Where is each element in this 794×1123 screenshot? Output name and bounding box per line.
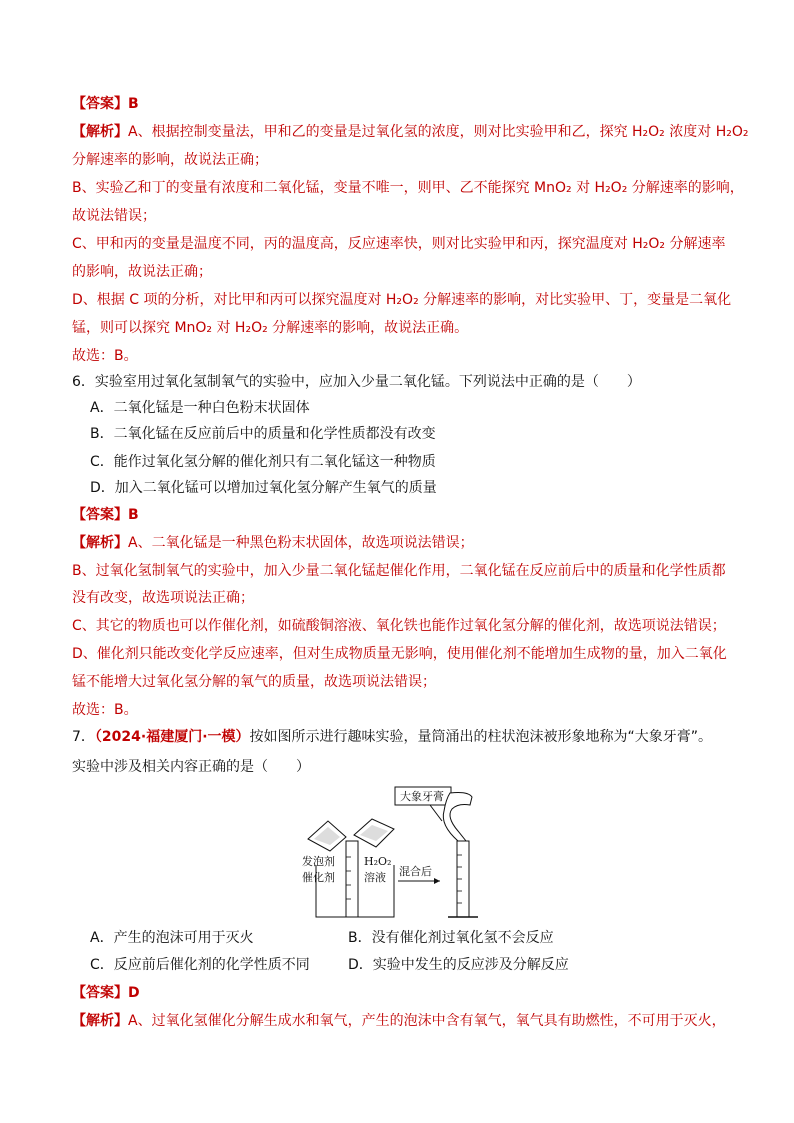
q6-option-c: C．能作过氧化氢分解的催化剂只有二氧化锰这一种物质 xyxy=(90,454,436,470)
q5-analysis-c: C、甲和丙的变量是温度不同，丙的温度高，反应速率快，则对比实验甲和丙，探究温度对 H₂O₂ 分解速率 xyxy=(72,236,726,252)
right-label-2: 溶液 xyxy=(364,871,386,884)
q5-analysis-d: D、根据 C 项的分析，对比甲和丙可以探究温度对 H₂O₂ 分解速率的影响，对比实验甲、丁，变量是二氧化 xyxy=(72,292,732,308)
q6-analysis-b-cont: 没有改变，故选项说法正确； xyxy=(72,590,254,606)
q6-analysis-a xyxy=(72,533,474,553)
left-label-2: 催化剂 xyxy=(302,871,335,884)
q6-analysis-b: B、过氧化氢制氧气的实验中，加入少量二氧化锰起催化作用，二氧化锰在反应前后中的质量和化学性质都 xyxy=(72,563,726,579)
q6-stem: 6．实验室用过氧化氢制氧气的实验中，应加入少量二氧化锰。下列说法中正确的是（ ） xyxy=(72,374,641,390)
q7-option-b: B．没有催化剂过氧化氢不会反应 xyxy=(348,930,554,946)
elephant-toothpaste-figure xyxy=(290,785,490,920)
analysis-text: A、二氧化锰是一种黑色粉末状固体，故选项说法错误； xyxy=(128,535,474,551)
q6-analysis-d-cont: 锰不能增大过氧化氢分解的氧气的质量，故选项说法错误； xyxy=(72,674,436,690)
q6-option-a: A．二氧化锰是一种白色粉末状固体 xyxy=(90,400,310,416)
q7-analysis-a xyxy=(72,1011,726,1031)
analysis-label: 【解析】 xyxy=(72,1013,128,1029)
q7-option-a: A．产生的泡沫可用于灭火 xyxy=(90,930,254,946)
q5-analysis-a-cont: 分解速率的影响，故说法正确； xyxy=(72,152,268,168)
left-label-1: 发泡剂 xyxy=(302,855,335,868)
q6-analysis-d: D、催化剂只能改变化学反应速率，但对生成物质量无影响，使用催化剂不能增加生成物的量，加入二氧化 xyxy=(72,646,727,662)
q5-answer: 【答案】B xyxy=(72,96,139,112)
right-cup-icon xyxy=(354,819,394,847)
q6-option-b: B．二氧化锰在反应前后中的质量和化学性质都没有改变 xyxy=(90,426,436,442)
q7-answer: 【答案】D xyxy=(72,985,140,1001)
right-label-1: H₂O₂ xyxy=(364,855,392,868)
label-pointer xyxy=(430,805,442,821)
left-cylinder-icon xyxy=(346,841,358,917)
q6-analysis-c: C、其它的物质也可以作催化剂，如硫酸铜溶液、氧化铁也能作过氧化氢分解的催化剂，故选项说法错误； xyxy=(72,618,726,634)
q5-analysis-d-cont: 锰，则可以探究 MnO₂ 对 H₂O₂ 分解速率的影响，故说法正确。 xyxy=(72,320,469,336)
q7-source: （2024·福建厦门·一模） xyxy=(94,729,250,745)
left-cup-icon xyxy=(308,821,346,851)
q7-option-d: D．实验中发生的反应涉及分解反应 xyxy=(348,957,569,973)
analysis-label: 【解析】 xyxy=(72,124,128,140)
analysis-label: 【解析】 xyxy=(72,535,128,551)
arrow-label: 混合后 xyxy=(399,865,432,878)
q6-choice: 故选：B。 xyxy=(72,702,138,718)
q7-stem xyxy=(72,727,712,747)
analysis-text: A、过氧化氢催化分解生成水和氧气，产生的泡沫中含有氧气，氧气具有助燃性，不可用于灭火， xyxy=(128,1013,726,1029)
q5-choice: 故选：B。 xyxy=(72,348,138,364)
q5-analysis-c-cont: 的影响，故说法正确； xyxy=(72,264,212,280)
analysis-text: A、根据控制变量法，甲和乙的变量是过氧化氢的浓度，则对比实验甲和乙，探究 H₂O₂ 浓度对 H₂O₂ xyxy=(128,124,749,140)
q5-analysis-a xyxy=(72,122,748,142)
q7-option-c: C．反应前后催化剂的化学性质不同 xyxy=(90,957,310,973)
q7-stem-cont: 实验中涉及相关内容正确的是（ ） xyxy=(72,759,310,775)
label-box-text: 大象牙膏 xyxy=(400,790,444,803)
q6-option-d: D．加入二氧化锰可以增加过氧化氢分解产生氧气的质量 xyxy=(90,480,437,496)
q7-stem-text: 按如图所示进行趣味实验，量筒涌出的柱状泡沫被形象地称为“大象牙膏”。 xyxy=(249,729,713,745)
q6-answer: 【答案】B xyxy=(72,507,139,523)
q7-number: 7． xyxy=(72,729,95,745)
q5-analysis-b: B、实验乙和丁的变量有浓度和二氧化锰，变量不唯一，则甲、乙不能探究 MnO₂ 对 H₂O₂ 分解速率的影响， xyxy=(72,180,744,196)
q5-analysis-b-cont: 故说法错误； xyxy=(72,208,156,224)
foam-column-icon xyxy=(443,793,472,842)
